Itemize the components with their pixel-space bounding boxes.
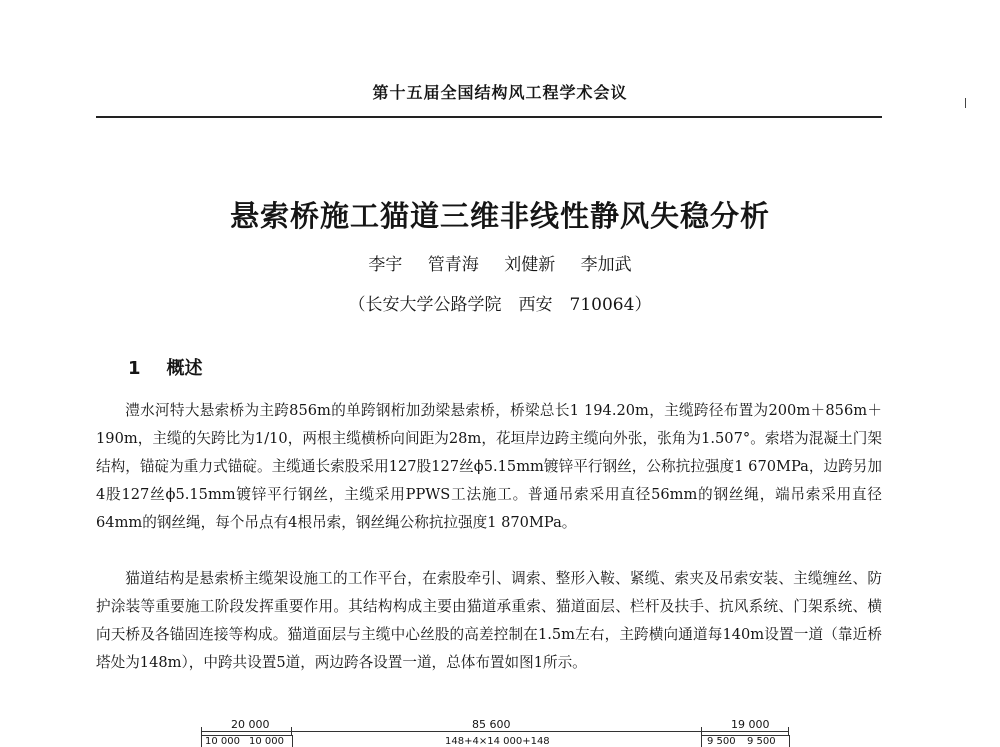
author-4: 李加武 xyxy=(580,255,632,275)
conference-header: 第十五届全国结构风工程学术会议 xyxy=(372,83,628,102)
dim-left-b: 10 000 xyxy=(249,736,284,747)
paper-title: 悬索桥施工猫道三维非线性静风失稳分析 xyxy=(229,199,770,233)
figure-1-dimensions xyxy=(195,718,795,746)
dim-left-a: 10 000 xyxy=(205,736,240,747)
tick xyxy=(201,727,202,735)
section-heading xyxy=(128,354,203,380)
author-list xyxy=(0,250,1000,275)
body-paragraph-2: 猫道结构是悬索桥主缆架设施工的工作平台，在索股牵引、调索、整形入鞍、紧缆、索夹及吊索安装、主缆缠丝、防护涂装等重要施工阶段发挥重要作用。其结构构成主要由猫道承重索、猫道面层、栏杆及扶手、抗风系统、门架系统、横向天桥及各锚固连接等构成。猫道面层与主缆中心丝股的高差控制在1.5m左右，主跨横向通道每140m设置一道（靠近桥塔处为148m），中跨共设置5道，两边跨各设置一道，总体布置如图1所示。 xyxy=(96,570,882,671)
body-paragraph-1: 澧水河特大悬索桥为主跨856m的单跨钢桁加劲梁悬索桥，桥梁总长1 194.20m，主缆跨径布置为200m＋856m＋190m，主缆的矢跨比为1/10，两根主缆横桥向间距为28m，花垣岸边跨主缆向外张，张角为1.507°。索塔为混凝土门架结构，锚碇为重力式锚碇。主缆通长索股采用127股127丝ϕ5.15mm镀锌平行钢丝，公称抗拉强度1 670MPa，边跨另加4股127丝ϕ5.15mm镀锌平行钢丝，主缆采用PPWS工法施工。普通吊索采用直径56mm的钢丝绳，端吊索采用直径64mm的钢丝绳，每个吊点有4根吊索，钢丝绳公称抗拉强度1 870MPa。 xyxy=(96,402,882,531)
dim-right-a: 9 500 xyxy=(707,736,736,747)
section-title: 概述 xyxy=(166,358,203,379)
dim-left-total: 20 000 xyxy=(231,718,270,731)
header-rule xyxy=(96,116,882,118)
scan-mark xyxy=(965,98,966,108)
section-number: 1 xyxy=(128,358,141,379)
author-1: 李宇 xyxy=(368,255,403,275)
dim-center-sub: 148+4×14 000+148 xyxy=(445,736,550,747)
tick xyxy=(701,727,702,735)
tick xyxy=(291,727,292,735)
author-3: 刘健新 xyxy=(504,255,556,275)
author-2: 管青海 xyxy=(427,255,479,275)
dim-right-total: 19 000 xyxy=(731,718,770,731)
affiliation: （长安大学公路学院 西安 710064） xyxy=(348,295,652,315)
dim-center-total: 85 600 xyxy=(472,718,511,731)
tick xyxy=(788,727,789,735)
dim-right-b: 9 500 xyxy=(747,736,776,747)
